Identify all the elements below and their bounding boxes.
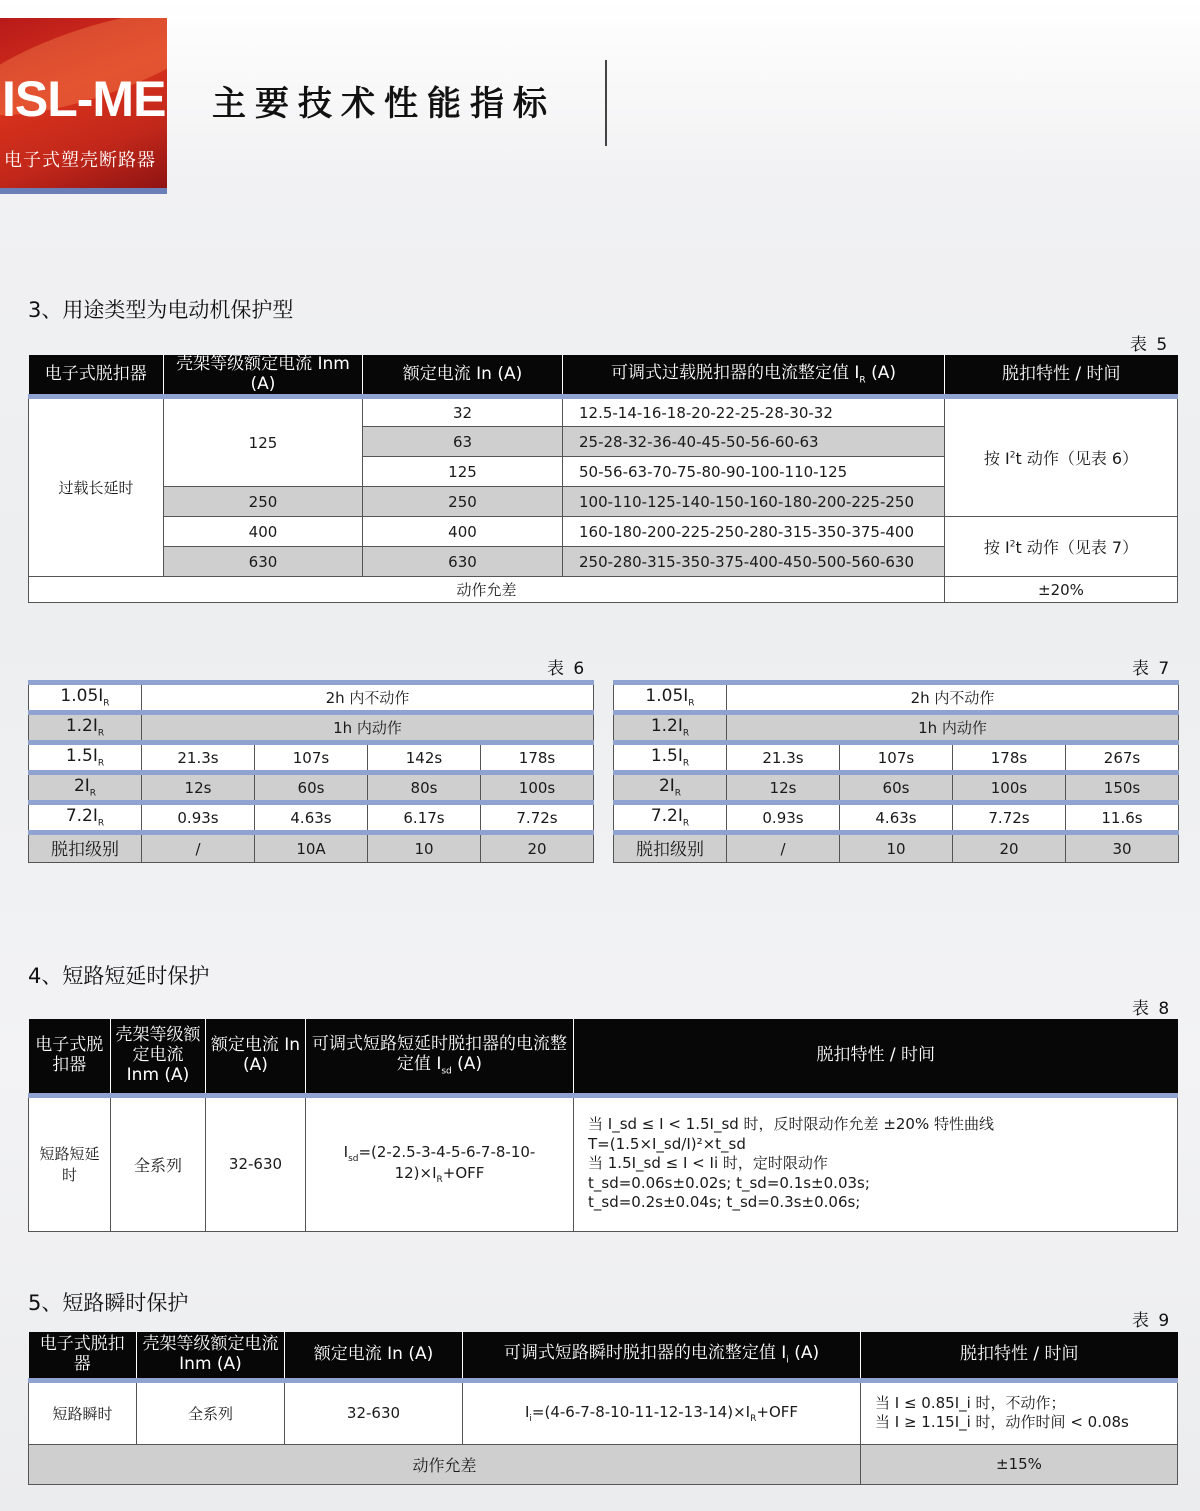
section-3-title: 3、用途类型为电动机保护型: [28, 298, 294, 322]
t5-frame-250: 250: [164, 487, 363, 517]
table7-row: [614, 713, 1179, 743]
t9-line-1: 当 I ≤ 0.85I_i 时，不动作；: [875, 1393, 1066, 1412]
t5-char-table6: 按 $I^2t$ 动作（见表 6）: [945, 397, 1178, 517]
table6-value-cell: 20: [481, 833, 594, 863]
table7-value-cell: 4.63s: [840, 803, 953, 833]
table7-row-label: $7.2I_R$: [614, 803, 727, 833]
t5-rated-63: 63: [363, 427, 563, 457]
t8-line-4: t_sd=0.06s±0.02s; t_sd=0.1s±0.03s;: [588, 1173, 870, 1192]
t8-rated: 32-630: [206, 1095, 306, 1231]
t8-line-2: T=(1.5×I_sd/I)²×t_sd: [588, 1134, 746, 1153]
table6-value-cell: 10: [368, 833, 481, 863]
table6-row: [29, 743, 594, 773]
table6-value-cell: 21.3s: [142, 743, 255, 773]
table6-value-cell: 142s: [368, 743, 481, 773]
table7-row-label: $1.05I_R$: [614, 683, 727, 713]
t5-rated-400: 400: [363, 517, 563, 547]
table6-row-label: 脱扣级别: [29, 833, 142, 863]
table6-row: [29, 683, 594, 713]
table7-value-cell: 267s: [1066, 743, 1179, 773]
t5-tolerance-value: ±20%: [945, 577, 1178, 603]
table7-row: [614, 773, 1179, 803]
table7-value-cell: 7.72s: [953, 803, 1066, 833]
table6-row-label: $7.2I_R$: [29, 803, 142, 833]
table7-value-cell: /: [727, 833, 840, 863]
t9-characteristic: [861, 1380, 1178, 1444]
table-9: [28, 1332, 1178, 1485]
table7-span-cell: 1h 内动作: [727, 713, 1179, 743]
t8-line-1: 当 I_sd ≤ I < 1.5I_sd 时，反时限动作允差 ±20% 特性曲线: [588, 1115, 994, 1134]
table6-span-cell: 2h 内不动作: [142, 683, 594, 713]
table-7-label: 表 7: [1132, 659, 1172, 679]
t5-rated-125: 125: [363, 457, 563, 487]
table7-value-cell: 100s: [953, 773, 1066, 803]
page-title: 主要技术性能指标: [212, 84, 556, 124]
table-5-label: 表 5: [1130, 335, 1170, 355]
t5-setting-63: 25-28-32-36-40-45-50-56-60-63: [563, 427, 945, 457]
t9-header-characteristic: 脱扣特性 / 时间: [861, 1332, 1178, 1380]
t8-header-releaser: 电子式脱扣器: [29, 1019, 111, 1095]
section-5-title: 5、短路瞬时保护: [28, 1291, 189, 1315]
table7-value-cell: 12s: [727, 773, 840, 803]
table7-value-cell: 150s: [1066, 773, 1179, 803]
table6-row: [29, 713, 594, 743]
t8-frame: 全系列: [111, 1095, 206, 1231]
table7-row-label: $1.2I_R$: [614, 713, 727, 743]
table6-value-cell: 60s: [255, 773, 368, 803]
table-7: [613, 680, 1179, 863]
table-8-label: 表 8: [1132, 999, 1172, 1019]
t5-rated-32: 32: [363, 397, 563, 427]
table6-row: [29, 773, 594, 803]
t5-char-table7: 按 $I^2t$ 动作（见表 7）: [945, 517, 1178, 577]
table7-value-cell: 107s: [840, 743, 953, 773]
table7-value-cell: 60s: [840, 773, 953, 803]
table6-row: [29, 803, 594, 833]
t8-line-3: 当 1.5I_sd ≤ I < Ii 时，定时限动作: [588, 1154, 828, 1173]
table7-row-label: $2I_R$: [614, 773, 727, 803]
t5-setting-32: 12.5-14-16-18-20-22-25-28-30-32: [563, 397, 945, 427]
t5-tolerance-label: 动作允差: [29, 577, 945, 603]
table6-value-cell: 12s: [142, 773, 255, 803]
t5-setting-400: 160-180-200-225-250-280-315-350-375-400: [563, 517, 945, 547]
table6-row-label: $2I_R$: [29, 773, 142, 803]
t9-header-frame: 壳架等级额定电流 Inm (A): [137, 1332, 285, 1380]
t5-setting-250: 100-110-125-140-150-160-180-200-225-250: [563, 487, 945, 517]
t5-rated-250: 250: [363, 487, 563, 517]
t8-header-frame: 壳架等级额定电流 Inm (A): [111, 1019, 206, 1095]
brand-logo: [0, 18, 167, 194]
table-5: [28, 355, 1178, 603]
table6-row-label: $1.5I_R$: [29, 743, 142, 773]
t5-frame-400: 400: [164, 517, 363, 547]
table6-value-cell: 4.63s: [255, 803, 368, 833]
table7-span-cell: 2h 内不动作: [727, 683, 1179, 713]
table6-value-cell: 0.93s: [142, 803, 255, 833]
t8-row-label: 短路短延时: [29, 1095, 111, 1231]
t5-header-releaser: 电子式脱扣器: [29, 355, 164, 397]
table7-value-cell: 21.3s: [727, 743, 840, 773]
table6-value-cell: 100s: [481, 773, 594, 803]
t9-rated: 32-630: [285, 1380, 463, 1444]
t8-header-setting: 可调式短路短延时脱扣器的电流整定值 $I_{sd}$ (A): [306, 1019, 574, 1095]
t8-setting: $I_{sd}=(2-2.5-3-4-5-6-7-8-10-12)\times I_R+OFF$: [306, 1095, 574, 1231]
t9-tolerance-label: 动作允差: [29, 1444, 861, 1484]
table-8: [28, 1019, 1178, 1232]
t5-header-rated: 额定电流 In (A): [363, 355, 563, 397]
table7-row: [614, 833, 1179, 863]
table6-row-label: $1.05I_R$: [29, 683, 142, 713]
table7-value-cell: 30: [1066, 833, 1179, 863]
t5-frame-125: 125: [164, 397, 363, 487]
table6-value-cell: /: [142, 833, 255, 863]
table7-row: [614, 803, 1179, 833]
t9-header-rated: 额定电流 In (A): [285, 1332, 463, 1380]
brand-subtitle: 电子式塑壳断路器: [4, 150, 156, 171]
t5-setting-630: 250-280-315-350-375-400-450-500-560-630: [563, 547, 945, 577]
t8-header-characteristic: 脱扣特性 / 时间: [574, 1019, 1178, 1095]
t9-header-releaser: 电子式脱扣器: [29, 1332, 137, 1380]
t8-header-rated: 额定电流 In (A): [206, 1019, 306, 1095]
t5-setting-125: 50-56-63-70-75-80-90-100-110-125: [563, 457, 945, 487]
table7-value-cell: 20: [953, 833, 1066, 863]
t9-line-2: 当 I ≥ 1.15I_i 时，动作时间 < 0.08s: [875, 1413, 1129, 1431]
logo-accent-bar: [0, 188, 167, 194]
header-divider: [605, 60, 607, 146]
table6-value-cell: 107s: [255, 743, 368, 773]
t8-characteristic: [574, 1095, 1178, 1231]
t9-header-setting: 可调式短路瞬时脱扣器的电流整定值 $I_i$ (A): [463, 1332, 861, 1380]
table6-value-cell: 7.72s: [481, 803, 594, 833]
table7-row: [614, 683, 1179, 713]
table7-value-cell: 11.6s: [1066, 803, 1179, 833]
table6-row: [29, 833, 594, 863]
table7-row: [614, 743, 1179, 773]
t5-header-characteristic: 脱扣特性 / 时间: [945, 355, 1178, 397]
table6-value-cell: 178s: [481, 743, 594, 773]
table-9-label: 表 9: [1132, 1311, 1172, 1331]
table7-row-label: $1.5I_R$: [614, 743, 727, 773]
table6-row-label: $1.2I_R$: [29, 713, 142, 743]
t9-tolerance-value: ±15%: [861, 1444, 1178, 1484]
table7-value-cell: 178s: [953, 743, 1066, 773]
table7-row-label: 脱扣级别: [614, 833, 727, 863]
section-4-title: 4、短路短延时保护: [28, 964, 210, 988]
table-6: [28, 680, 594, 863]
t5-frame-630: 630: [164, 547, 363, 577]
table7-value-cell: 10: [840, 833, 953, 863]
table7-value-cell: 0.93s: [727, 803, 840, 833]
t5-row-label: 过载长延时: [29, 397, 164, 577]
t9-row-label: 短路瞬时: [29, 1380, 137, 1444]
t5-header-setting: 可调式过载脱扣器的电流整定值 $I_R$ (A): [563, 355, 945, 397]
t5-header-frame: 壳架等级额定电流 Inm (A): [164, 355, 363, 397]
t5-rated-630: 630: [363, 547, 563, 577]
table6-value-cell: 6.17s: [368, 803, 481, 833]
table6-value-cell: 80s: [368, 773, 481, 803]
table6-span-cell: 1h 内动作: [142, 713, 594, 743]
table-6-label: 表 6: [547, 659, 587, 679]
t8-line-5: t_sd=0.2s±0.04s; t_sd=0.3s±0.06s;: [588, 1193, 861, 1212]
t9-setting: $I_i=(4-6-7-8-10-11-12-13-14)\times I_R+OFF$: [463, 1380, 861, 1444]
brand-name: ISL-ME: [2, 71, 166, 127]
t9-frame: 全系列: [137, 1380, 285, 1444]
table6-value-cell: 10A: [255, 833, 368, 863]
